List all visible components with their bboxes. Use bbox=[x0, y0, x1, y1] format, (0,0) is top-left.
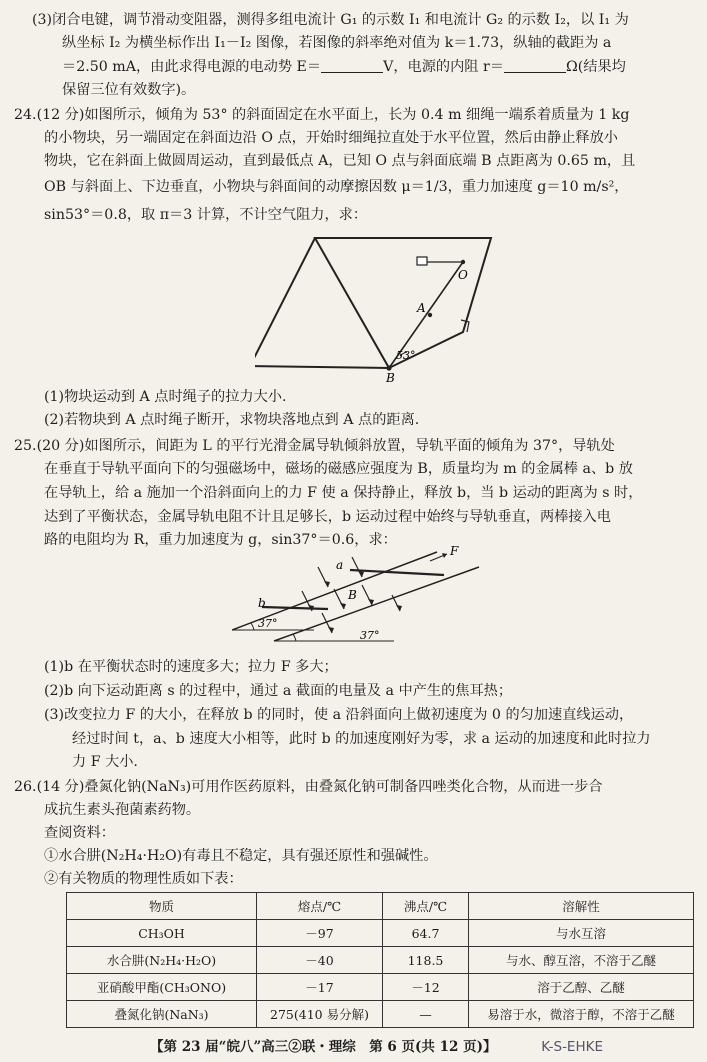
q24-part-1: (1)物块运动到 A 点时绳子的拉力大小. bbox=[44, 389, 287, 405]
label-b: B bbox=[386, 371, 395, 382]
answer-blank-r bbox=[504, 58, 566, 73]
q25-line-2: 在垂直于导轨平面向下的匀强磁场中，磁场的磁感应强度为 B，质量均为 m 的金属棒 a、b 放 bbox=[44, 461, 633, 477]
q23-3-line-3 bbox=[62, 57, 626, 77]
q23-3-line-3b: V，电源的内阻 r＝ bbox=[383, 59, 504, 75]
table-cell: 118.5 bbox=[383, 947, 469, 974]
q25-part-3b: 经过时间 t，a、b 速度大小相等，此时 b 的加速度刚好为零，求 a 运动的加速度和此时拉力 bbox=[72, 731, 651, 747]
table-cell: －12 bbox=[383, 974, 469, 1001]
q25-line-5: 路的电阻均为 R，重力加速度为 g，sin37°＝0.6，求： bbox=[44, 532, 397, 548]
q26-line-1: 26.(14 分)叠氮化钠(NaN₃)可用作医药原料，由叠氮化钠可制备四唑类化合物，从而进一步合 bbox=[14, 779, 603, 795]
table-header: 溶解性 bbox=[469, 893, 694, 920]
table-row bbox=[67, 1001, 694, 1028]
q24-line-1: 24.(12 分)如图所示，倾角为 53° 的斜面固定在水平面上，长为 0.4 m 细绳一端系着质量为 1 kg bbox=[14, 107, 630, 123]
q26-line-4: ①水合肼(N₂H₄·H₂O)有毒且不稳定，具有强还原性和强碱性。 bbox=[44, 848, 438, 864]
table-header: 物质 bbox=[67, 893, 257, 920]
q24-line-3: 物块，它在斜面上做圆周运动，直到最低点 A，已知 O 点与斜面底端 B 点距离为 0.65 m，且 bbox=[44, 153, 636, 169]
footer-text: 【第 23 届“皖八”高三②联・理综 第 6 页(共 12 页)】 bbox=[150, 1039, 497, 1055]
table-cell: CH₃OH bbox=[67, 920, 257, 947]
label-angle-1: 37° bbox=[258, 617, 278, 630]
table-cell: 叠氮化钠(NaN₃) bbox=[67, 1001, 257, 1028]
label-angle: 53° bbox=[396, 349, 416, 362]
table-row bbox=[67, 920, 694, 947]
label-rod-b: b bbox=[258, 596, 266, 610]
page-footer bbox=[150, 1035, 603, 1055]
answer-blank-e bbox=[321, 58, 383, 73]
q25-line-3: 在导轨上，给 a 施加一个沿斜面向上的力 F 使 a 保持静止，释放 b，当 b 运动的距离为 s 时， bbox=[44, 485, 643, 501]
footer-code: K-S-EHKE bbox=[541, 1039, 603, 1055]
q25-part-1: (1)b 在平衡状态时的速度多大；拉力 F 多大； bbox=[44, 659, 338, 675]
table-header: 熔点/℃ bbox=[257, 893, 383, 920]
table-row bbox=[67, 974, 694, 1001]
label-rod-a: a bbox=[336, 558, 344, 572]
table-cell: 275(410 易分解) bbox=[257, 1001, 383, 1028]
q24-line-2: 的小物块，另一端固定在斜面边沿 O 点，开始时细绳拉直处于水平位置，然后由静止释放小 bbox=[44, 130, 618, 146]
table-cell: －97 bbox=[257, 920, 383, 947]
incline-figure bbox=[255, 232, 515, 382]
table-cell: －40 bbox=[257, 947, 383, 974]
table-row bbox=[67, 947, 694, 974]
q25-part-2: (2)b 向下运动距离 s 的过程中，通过 a 截面的电量及 a 中产生的焦耳热； bbox=[44, 683, 513, 699]
table-cell: 与水、醇互溶，不溶于乙醚 bbox=[469, 947, 694, 974]
q23-3-line-3a: ＝2.50 mA，由此求得电源的电动势 E＝ bbox=[62, 59, 322, 75]
table-cell: 亚硝酸甲酯(CH₃ONO) bbox=[67, 974, 257, 1001]
table-header-row bbox=[67, 893, 694, 920]
table-cell: — bbox=[383, 1001, 469, 1028]
rail-figure bbox=[232, 545, 482, 650]
q25-line-1: 25.(20 分)如图所示，间距为 L 的平行光滑金属导轨倾斜放置，导轨平面的倾角为 37°，导轨处 bbox=[14, 438, 615, 454]
q25-line-4: 达到了平衡状态，金属导轨电阻不计且足够长，b 运动过程中始终与导轨垂直，两棒接入电 bbox=[44, 509, 611, 525]
q24-line-4: OB 与斜面上、下边垂直，小物块与斜面间的动摩擦因数 μ＝1/3，重力加速度 g＝10 m/s²， bbox=[44, 179, 629, 195]
block-icon bbox=[417, 257, 427, 265]
label-o: O bbox=[458, 268, 468, 282]
q23-3-line-3c: Ω(结果均 bbox=[565, 59, 626, 75]
q26-line-3: 查阅资料： bbox=[44, 825, 115, 841]
table-header: 沸点/℃ bbox=[383, 893, 469, 920]
table-cell: 溶于乙醇、乙醚 bbox=[469, 974, 694, 1001]
q23-3-line-1: (3)闭合电键，调节滑动变阻器，测得多组电流计 G₁ 的示数 I₁ 和电流计 G₂ 的示数 I₂，以 I₁ 为 bbox=[32, 12, 629, 28]
label-force-f: F bbox=[450, 545, 459, 558]
table-cell: 与水互溶 bbox=[469, 920, 694, 947]
q25-part-3a: (3)改变拉力 F 的大小，在释放 b 的同时，使 a 沿斜面向上做初速度为 0 的匀加速直线运动， bbox=[44, 707, 634, 723]
properties-table bbox=[66, 892, 694, 1028]
label-field-b: B bbox=[348, 588, 357, 602]
q26-line-5: ②有关物质的物理性质如下表： bbox=[44, 871, 243, 887]
q24-line-5: sin53°＝0.8，取 π＝3 计算，不计空气阻力，求： bbox=[44, 207, 368, 223]
label-a: A bbox=[417, 301, 426, 315]
q23-3-line-4: 保留三位有效数字)。 bbox=[62, 82, 196, 98]
table-cell: 64.7 bbox=[383, 920, 469, 947]
label-angle-2: 37° bbox=[360, 629, 380, 642]
table-cell: 水合肼(N₂H₄·H₂O) bbox=[67, 947, 257, 974]
table-cell: 易溶于水，微溶于醇，不溶于乙醚 bbox=[469, 1001, 694, 1028]
q26-line-2: 成抗生素头孢菌素药物。 bbox=[44, 802, 201, 818]
q24-part-2: (2)若物块到 A 点时绳子断开，求物块落地点到 A 点的距离. bbox=[44, 412, 420, 428]
q23-3-line-2: 纵坐标 I₂ 为横坐标作出 I₁－I₂ 图像，若图像的斜率绝对值为 k＝1.73，纵轴的截距为 a bbox=[62, 35, 612, 51]
table-cell: －17 bbox=[257, 974, 383, 1001]
q25-part-3c: 力 F 大小. bbox=[72, 754, 138, 770]
